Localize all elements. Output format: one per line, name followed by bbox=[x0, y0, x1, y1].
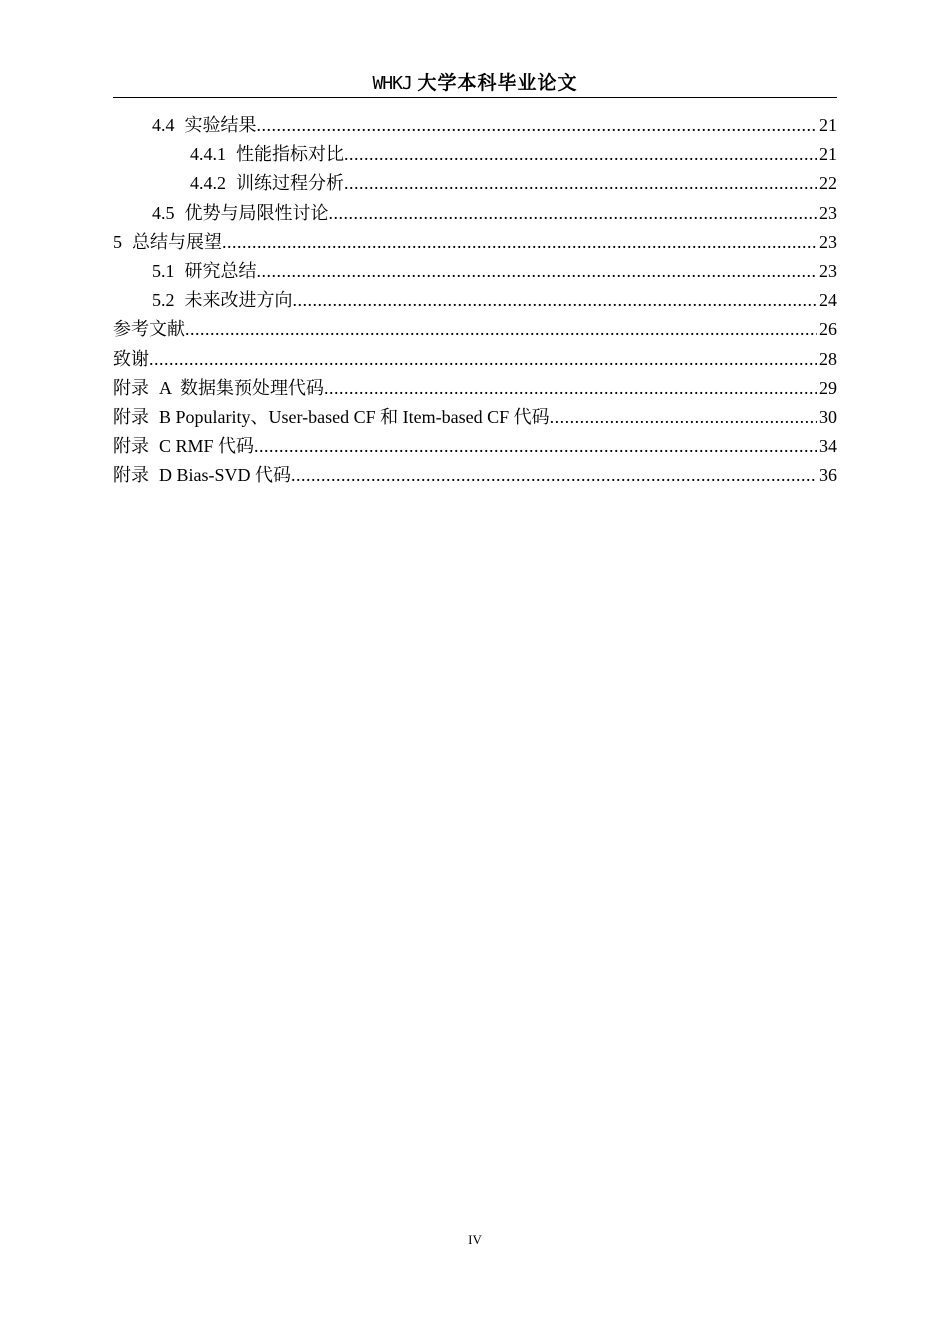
toc-dot-leader bbox=[149, 345, 817, 374]
toc-entry-number: 4.5 bbox=[152, 202, 175, 223]
toc-entry-page: 22 bbox=[819, 173, 837, 194]
toc-entry-number: 4.4.2 bbox=[190, 173, 226, 194]
toc-entry-page: 23 bbox=[819, 260, 837, 281]
toc-entry-page: 34 bbox=[819, 436, 837, 457]
toc-entry-title: 参考文献 bbox=[113, 319, 185, 340]
toc-entry-title: A 数据集预处理代码 bbox=[159, 377, 325, 398]
page-number: IV bbox=[468, 1232, 482, 1247]
toc-dot-leader bbox=[329, 199, 818, 228]
toc-entry-title: 未来改进方向 bbox=[184, 290, 293, 311]
toc-dot-leader bbox=[291, 461, 817, 490]
header-latin-text: WHKJ bbox=[372, 73, 412, 94]
toc-entry-page: 24 bbox=[819, 290, 837, 311]
toc-dot-leader bbox=[257, 111, 818, 140]
toc-entry-page: 30 bbox=[819, 406, 837, 427]
toc-entry-page: 26 bbox=[819, 319, 837, 340]
toc-entry-number: 附录 bbox=[113, 465, 149, 486]
toc-dot-leader bbox=[324, 374, 817, 403]
header-title: 大学本科毕业论文 bbox=[417, 72, 578, 94]
table-of-contents bbox=[113, 111, 837, 490]
toc-entry-page: 21 bbox=[819, 115, 837, 135]
toc-entry-number: 5.1 bbox=[152, 260, 175, 281]
toc-dot-leader bbox=[254, 432, 817, 461]
toc-entry-5-2[interactable] bbox=[113, 286, 837, 315]
toc-dot-leader bbox=[185, 315, 817, 344]
toc-dot-leader bbox=[344, 140, 817, 169]
page-header bbox=[113, 70, 837, 98]
toc-entry-4-4-2[interactable] bbox=[113, 169, 837, 198]
toc-entry-title: 总结与展望 bbox=[132, 231, 222, 252]
toc-entry-5-1[interactable] bbox=[113, 257, 837, 286]
toc-entry-title: 训练过程分析 bbox=[236, 173, 344, 194]
toc-entry-title: B Popularity、User-based CF 和 Item-based CF 代码 bbox=[159, 406, 550, 427]
toc-dot-leader bbox=[257, 257, 818, 286]
toc-entry-page: 29 bbox=[819, 377, 837, 398]
toc-entry-acknowledgements[interactable] bbox=[113, 345, 837, 374]
toc-entry-number: 5.2 bbox=[152, 290, 175, 311]
toc-entry-title: D Bias-SVD 代码 bbox=[159, 465, 292, 486]
toc-entry-title: 研究总结 bbox=[184, 260, 257, 281]
toc-entry-page: 28 bbox=[819, 348, 837, 369]
toc-entry-number: 附录 bbox=[113, 406, 149, 427]
toc-entry-number: 附录 bbox=[113, 377, 149, 398]
toc-entry-4-4-1[interactable] bbox=[113, 140, 837, 169]
toc-entry-appendix-d[interactable] bbox=[113, 461, 837, 490]
toc-entry-page: 36 bbox=[819, 465, 837, 486]
toc-entry-5[interactable] bbox=[113, 228, 837, 257]
toc-entry-4-5[interactable] bbox=[113, 199, 837, 228]
toc-entry-page: 21 bbox=[819, 144, 837, 165]
toc-dot-leader bbox=[293, 286, 818, 315]
toc-entry-title: 致谢 bbox=[113, 348, 149, 369]
toc-entry-title: 性能指标对比 bbox=[236, 144, 344, 165]
toc-entry-number: 5 bbox=[113, 231, 122, 252]
toc-dot-leader bbox=[344, 169, 817, 198]
toc-entry-appendix-b[interactable] bbox=[113, 403, 837, 432]
toc-entry-number: 4.4.1 bbox=[190, 144, 226, 165]
toc-entry-4-4[interactable] bbox=[113, 111, 837, 140]
toc-entry-appendix-c[interactable] bbox=[113, 432, 837, 461]
toc-entry-page: 23 bbox=[819, 231, 837, 252]
toc-entry-title: C RMF 代码 bbox=[159, 436, 255, 457]
toc-entry-number: 附录 bbox=[113, 436, 149, 457]
toc-entry-number: 4.4 bbox=[152, 115, 175, 135]
toc-entry-title: 优势与局限性讨论 bbox=[184, 202, 329, 223]
toc-entry-references[interactable] bbox=[113, 315, 837, 344]
toc-entry-page: 23 bbox=[819, 202, 837, 223]
toc-dot-leader bbox=[222, 228, 817, 257]
toc-dot-leader bbox=[550, 403, 817, 432]
toc-entry-appendix-a[interactable] bbox=[113, 374, 837, 403]
toc-entry-title: 实验结果 bbox=[184, 115, 257, 135]
